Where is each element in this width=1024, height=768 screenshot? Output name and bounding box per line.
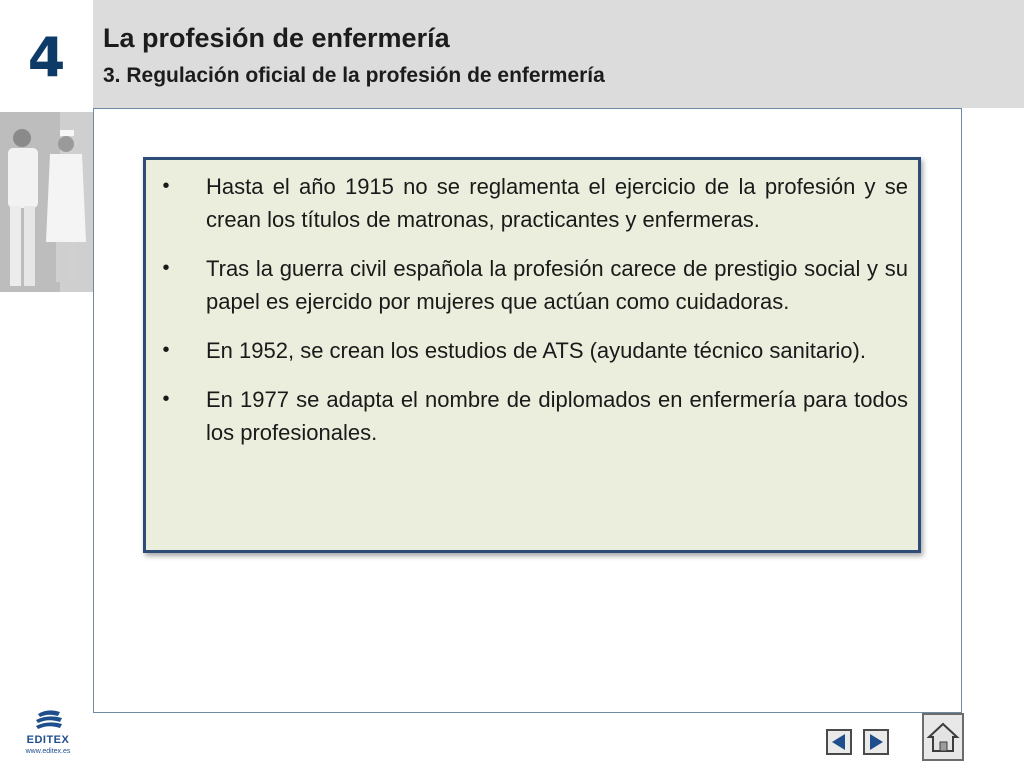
bullet-item [146, 170, 908, 236]
previous-slide-button[interactable] [826, 729, 852, 755]
next-slide-button[interactable] [863, 729, 889, 755]
bullet-box [143, 157, 921, 553]
bullet-item [146, 383, 908, 449]
triangle-right-icon [865, 731, 887, 753]
bullet-marker: • [162, 388, 170, 410]
bullet-marker: • [162, 175, 170, 197]
slide-subtitle: 3. Regulación oficial de la profesión de enfermería [103, 64, 605, 87]
bullet-list [146, 170, 908, 449]
logo-name: EDITEX [26, 734, 70, 746]
bullet-text: En 1977 se adapta el nombre de diplomados en enfermería para todos los profesionales. [206, 387, 908, 445]
bullet-text: En 1952, se crean los estudios de ATS (ayudante técnico sanitario). [206, 338, 866, 363]
bullet-item [146, 334, 908, 367]
editex-logo [18, 708, 78, 760]
chapter-number: 4 [27, 26, 66, 89]
bullet-marker: • [162, 339, 170, 361]
triangle-left-icon [828, 731, 850, 753]
editex-logo-icon [18, 708, 78, 734]
home-icon [924, 715, 962, 759]
bullet-text: Tras la guerra civil española la profesión carece de prestigio social y su papel es ejercido por mujeres que actúan como cuidadoras. [206, 256, 908, 314]
bullet-marker: • [162, 257, 170, 279]
bullet-text: Hasta el año 1915 no se reglamenta el ejercicio de la profesión y se crean los títulos de matronas, practicantes y enfermeras. [206, 174, 908, 232]
home-button[interactable] [922, 713, 964, 761]
bullet-item [146, 252, 908, 318]
logo-url: www.editex.es [25, 748, 71, 755]
nurses-photo [0, 112, 93, 292]
slide-title: La profesión de enfermería [103, 23, 450, 53]
